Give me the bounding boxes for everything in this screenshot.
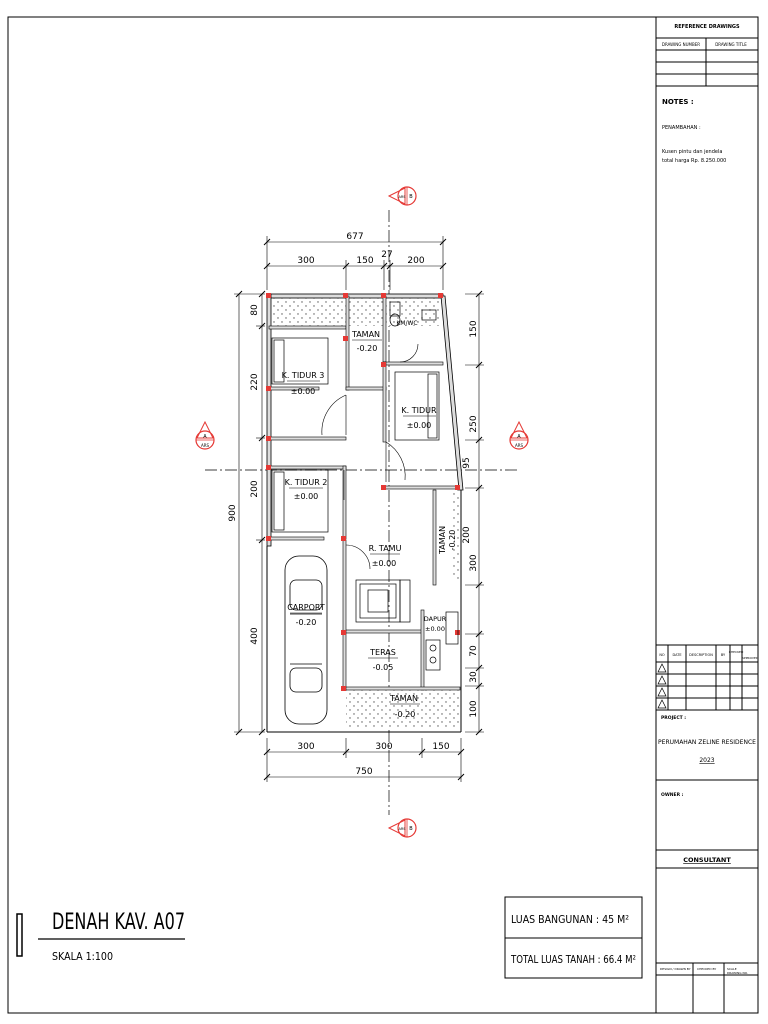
owner-label: OWNER :: [661, 793, 684, 798]
title-block: [656, 24, 759, 1013]
door-swings: [322, 344, 418, 569]
section-letter-b: B: [409, 826, 413, 832]
room-label-kmwc: KM/WC: [396, 320, 418, 327]
luas-bangunan: LUAS BANGUNAN : 45 M²: [511, 913, 629, 926]
room-level-taman-top: -0.20: [356, 344, 378, 353]
rev-header-description: DESCRIPTION: [689, 653, 713, 657]
dim-right-1: 150: [469, 320, 479, 338]
section-sheet-b: ARS: [398, 195, 406, 199]
section-marker-b-top: [389, 187, 416, 205]
room-level-r-tamu: ±0.00: [371, 559, 397, 568]
revision-triangle-icon: [658, 700, 666, 708]
section-sheet-a: ARS: [200, 443, 210, 448]
floor-plan: [266, 293, 463, 732]
room-level-k-tidur-3: ±0.00: [290, 387, 316, 396]
room-level-dapur: ±0.00: [425, 625, 445, 633]
footer-scale: SCALE: [727, 967, 737, 971]
footer-drawing-no: DRAWING NO.: [727, 971, 748, 975]
title-bracket: [17, 914, 22, 956]
rev-header-date: DATE: [672, 653, 682, 657]
room-label-taman-bottom: TAMAN: [389, 694, 419, 703]
room-label-taman-top: TAMAN: [351, 330, 381, 339]
bed-furniture: [272, 338, 439, 532]
footer-designed-by: DESIGN / DRAWN BY: [660, 967, 691, 971]
room-label-k-tidur: K. TIDUR: [401, 406, 437, 415]
section-marker-a-right: [510, 422, 528, 449]
section-letter-a: A: [517, 434, 521, 440]
car-icon: [285, 556, 327, 724]
drawing-title-label: DRAWING TITLE: [715, 42, 747, 47]
dim-right-4: 200: [462, 526, 472, 544]
sheet-border: [8, 17, 758, 1013]
rev-header-no: NO: [659, 653, 665, 657]
plan-title: DENAH KAV. A07: [52, 910, 185, 935]
dim-bottom-total: 750: [355, 767, 373, 777]
section-sheet-a: ARS: [514, 443, 524, 448]
total-luas-tanah: TOTAL LUAS TANAH : 66.4 M²: [510, 953, 636, 966]
dim-top-3: 27: [381, 250, 393, 260]
dim-right-3: 95: [462, 457, 472, 469]
room-label-k-tidur-2: K. TIDUR 2: [284, 478, 328, 487]
section-letter-a: A: [203, 434, 207, 440]
dim-right-5: 300: [469, 554, 479, 572]
section-marker-b-bottom: [389, 819, 416, 837]
room-level-taman-side: -0.20: [448, 529, 457, 551]
project-name: PERUMAHAN ZELINE RESIDENCE: [658, 739, 756, 746]
rev-header-approved: APPROVED: [741, 656, 759, 660]
revision-triangle-icon: [658, 676, 666, 684]
dim-top-2: 150: [356, 256, 374, 266]
revision-triangle-icon: [658, 688, 666, 696]
dim-right-2: 250: [469, 415, 479, 433]
project-label: PROJECT :: [661, 716, 687, 721]
room-level-k-tidur-2: ±0.00: [293, 492, 319, 501]
dim-left-1: 80: [250, 304, 260, 316]
section-letter-b: B: [409, 194, 413, 200]
room-level-taman-bottom: -0.20: [394, 710, 416, 719]
room-level-k-tidur: ±0.00: [406, 421, 432, 430]
dim-right-7: 30: [469, 671, 479, 683]
section-marker-a-left: [196, 422, 214, 449]
living-room-furniture: [356, 580, 410, 622]
room-level-teras: -0.05: [372, 663, 394, 672]
notes-label: NOTES :: [662, 98, 694, 106]
dim-top-4: 200: [407, 256, 425, 266]
room-label-k-tidur-3: K. TIDUR 3: [281, 371, 325, 380]
dim-bottom-2: 300: [375, 742, 393, 752]
drawing-number-label: DRAWING NUMBER: [661, 42, 701, 47]
footer-checked-by: CHECKED BY: [697, 967, 717, 971]
consultant-label: CONSULTANT: [683, 856, 731, 864]
dim-left-3: 200: [250, 480, 260, 498]
notes-line-2: Kusen pintu dan jendela: [662, 149, 723, 155]
plan-scale: SKALA 1:100: [52, 950, 113, 963]
room-level-carport: -0.20: [295, 618, 317, 627]
project-year: 2023: [699, 757, 715, 764]
dim-top-total: 677: [346, 232, 364, 242]
dim-left-4: 400: [250, 627, 260, 645]
dim-left-total: 900: [228, 504, 238, 522]
notes-line-1: PENAMBAHAN :: [662, 125, 701, 131]
dim-bottom-3: 150: [432, 742, 450, 752]
room-label-taman-side: TAMAN: [438, 525, 447, 555]
notes-line-3: total harga Rp. 8.250.000: [662, 158, 727, 164]
reference-drawings-label: REFERENCE DRAWINGS: [674, 24, 740, 30]
rev-header-checked: CHECKED: [728, 650, 744, 654]
dim-top-1: 300: [297, 256, 315, 266]
section-sheet-b: ARS: [398, 827, 406, 831]
dim-right-6: 70: [469, 645, 479, 657]
plan-title-group: [17, 897, 642, 978]
room-label-teras: TERAS: [370, 648, 396, 657]
dim-bottom-1: 300: [297, 742, 315, 752]
room-label-carport: CARPORT: [287, 603, 325, 612]
room-label-taman-side-group: [438, 526, 457, 555]
revision-triangle-icon: [658, 664, 666, 672]
room-label-r-tamu: R. TAMU: [368, 544, 402, 553]
dim-left-2: 220: [250, 373, 260, 391]
rev-header-by: BY: [720, 653, 726, 657]
dim-right-8: 100: [469, 700, 479, 718]
room-label-dapur: DAPUR: [423, 615, 447, 623]
